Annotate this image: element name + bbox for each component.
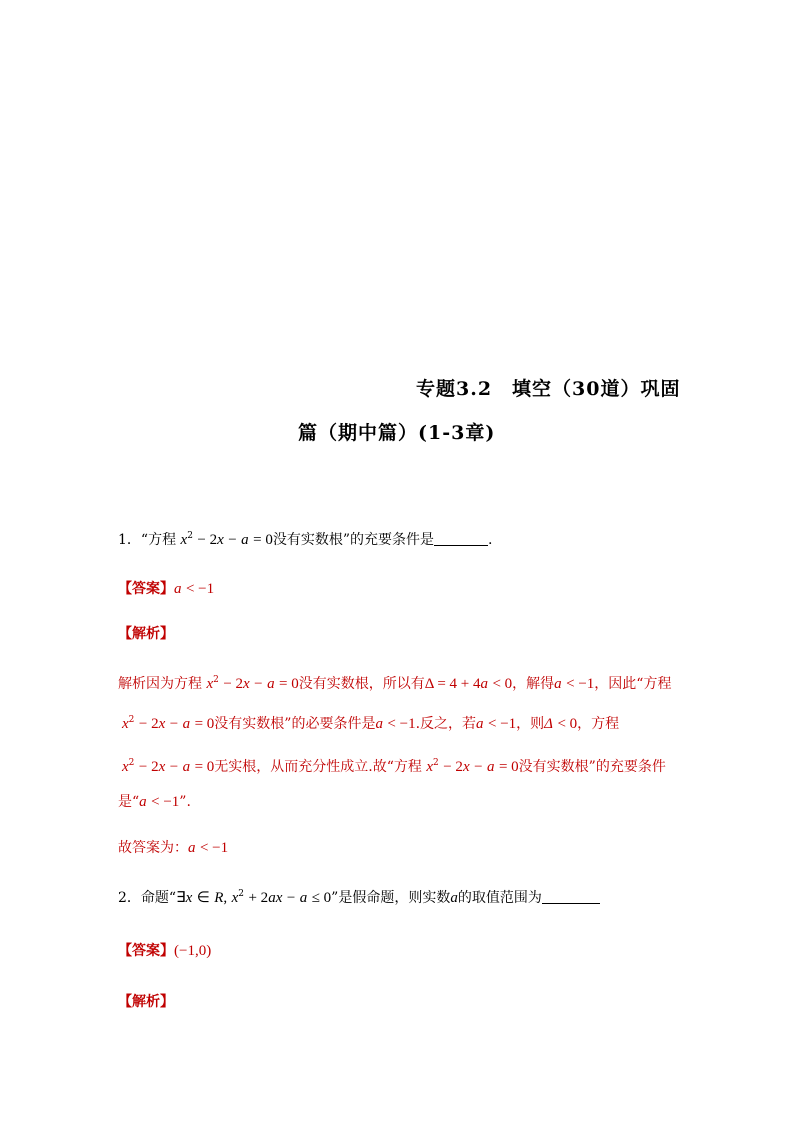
text: .反之，若 <box>415 716 477 732</box>
text: 没有实数根”的充要条件 <box>518 759 666 775</box>
inequality: a < −1 <box>375 716 416 732</box>
text: ，解得 <box>512 676 555 692</box>
answer-blank <box>434 531 488 546</box>
answer-value: a < −1 <box>174 581 215 597</box>
end-period: . <box>488 532 493 548</box>
inequality: a < −1 <box>554 676 595 692</box>
proposition: ∃x ∈ R, $x^2 + 2ax - a \le 0$ <box>176 889 332 906</box>
text: ”是假命题，则实数 <box>331 890 451 906</box>
text: ，方程 <box>577 716 620 732</box>
text: 是“ <box>118 794 140 810</box>
equation: $x^2 - 2x - a = 0$ <box>206 675 299 692</box>
text: ，则 <box>516 716 545 732</box>
answer-value: (−1,0) <box>174 943 212 959</box>
question-number: 1． <box>118 532 141 548</box>
question-stem-prefix: “方程 <box>140 532 177 548</box>
equation: $x^2 - 2x - a = 0$ <box>180 531 273 548</box>
answer-2 <box>118 941 211 961</box>
text: 解析因为方程 <box>118 676 202 692</box>
equation: $x^2 - 2x - a = 0$ <box>426 758 519 775</box>
inequality: a < −1 <box>139 794 180 810</box>
inequality: a < −1 <box>476 716 517 732</box>
question-stem-suffix: 没有实数根”的充要条件是 <box>272 532 435 548</box>
question-1 <box>118 530 492 550</box>
analysis-label-1: 【解析】 <box>118 626 174 642</box>
analysis-line-3 <box>122 757 666 777</box>
title-line-1: 专题3.2 填空（30道）巩固 <box>416 378 681 400</box>
inequality: a < −1 <box>188 840 229 856</box>
text: 无实根，从而充分性成立.故“方程 <box>214 759 422 775</box>
discriminant: Δ = 4 + 4a < 0 <box>424 676 513 692</box>
analysis-label-2: 【解析】 <box>118 994 174 1010</box>
answer-blank <box>542 889 600 904</box>
text: ，因此“方程 <box>594 676 672 692</box>
text: 故答案为： <box>118 840 188 856</box>
equation: $x^2 - 2x - a = 0$ <box>122 715 215 732</box>
delta-inequality: Δ < 0 <box>544 716 578 732</box>
equation: $x^2 - 2x - a = 0$ <box>122 758 215 775</box>
analysis-line-4 <box>118 792 191 812</box>
variable-a: a <box>450 890 458 906</box>
text: 的取值范围为 <box>457 890 542 906</box>
text: 命题“ <box>140 890 177 906</box>
answer-label: 【答案】 <box>118 943 174 959</box>
question-number: 2． <box>118 890 141 906</box>
conclusion-1 <box>118 838 228 858</box>
text: 没有实数根，所以有 <box>298 676 425 692</box>
answer-1 <box>118 579 214 599</box>
answer-label: 【答案】 <box>118 581 174 597</box>
text: 没有实数根”的必要条件是 <box>214 716 376 732</box>
title-line-2: 篇（期中篇）(1-3章) <box>298 422 496 444</box>
analysis-line-2 <box>122 714 619 734</box>
analysis-line-1 <box>118 674 671 694</box>
text: ”. <box>179 794 191 810</box>
question-2 <box>118 888 600 908</box>
